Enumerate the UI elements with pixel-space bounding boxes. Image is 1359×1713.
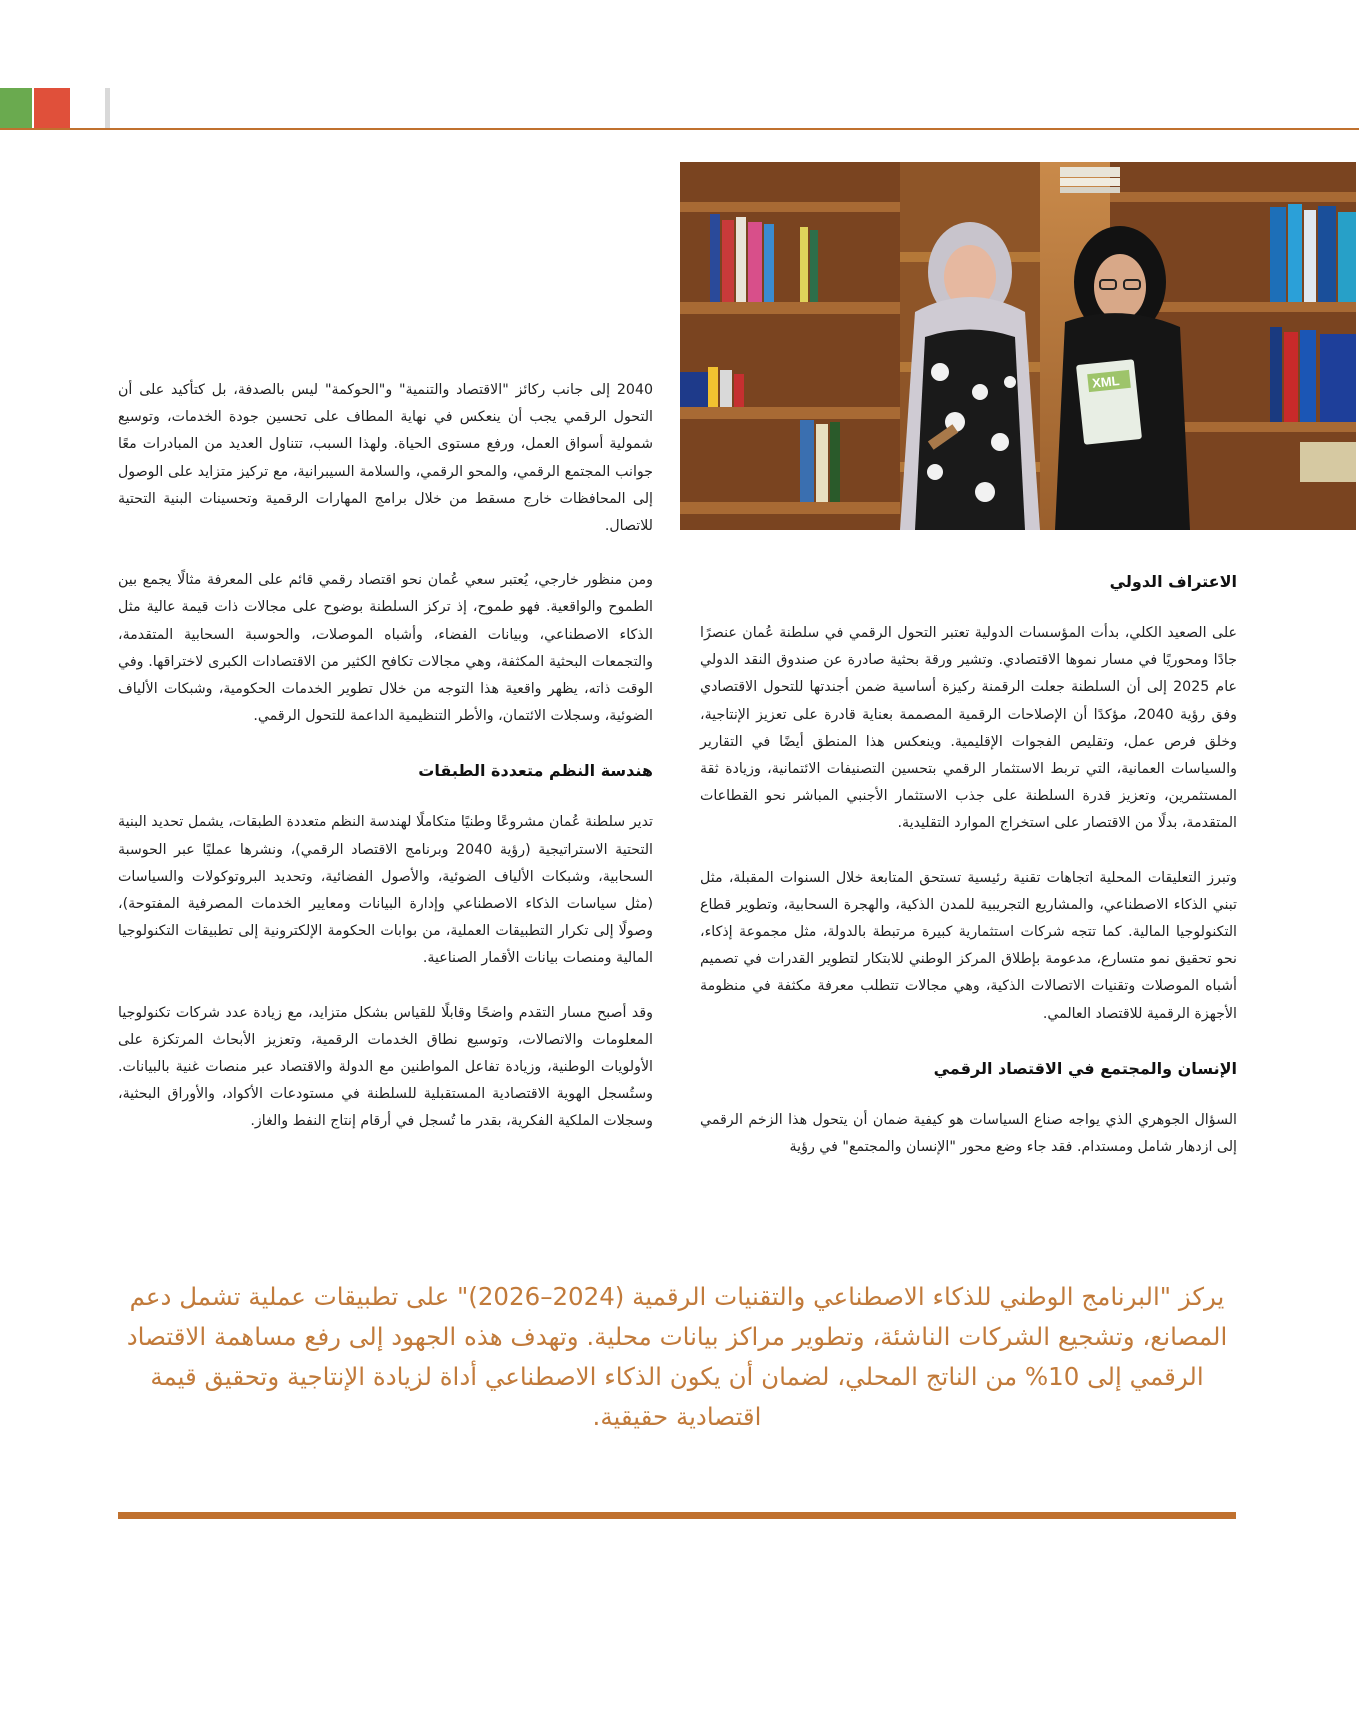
pull-quote: يركز "البرنامج الوطني للذكاء الاصطناعي والتقنيات الرقمية (2024–2026)" على تطبيقات عملية تشمل دعم المصانع، وتشجيع الشركات الناشئة، وتطوير مراكز بيانات محلية. وتهدف هذه الجهود إلى رفع مساهمة الاقتصاد الرقمي إلى 10% من الناتج المحلي، لضمان أن يكون الذكاء الاصطناعي أداة لزيادة الإنتاجية وتحقيق قيمة اقتصادية حقيقية. — [126, 1282, 1228, 1431]
library-photo-illustration — [680, 162, 1356, 530]
right-paragraph-1: على الصعيد الكلي، بدأت المؤسسات الدولية تعتبر التحول الرقمي في سلطنة عُمان عنصرًا جادًا ومحوريًا في مسار نموها الاقتصادي. وتشير ورقة بحثية صادرة عن صندوق النقد الدولي عام 2025 إلى أن السلطنة جعلت الرقمنة ركيزة أساسية ضمن أجندتها للتحول الاقتصادي وفق رؤية 2040، مؤكدًا أن الإصلاحات الرقمية المصممة بعناية قادرة على تعزيز الإنتاجية، وخلق فرص عمل، وتقليص الفجوات الإقليمية. وينعكس هذا المنطق أيضًا في التقارير والسياسات العمانية، التي تربط الاستثمار الرقمي بتحسين التصنيفات الائتمانية، وزيادة ثقة المستثمرين، وتعزيز قدرة السلطنة على جذب الاستثمار الأجنبي المباشر نحو القطاعات المتقدمة، بدلًا من الاقتصار على استخراج الموارد التقليدية. — [700, 625, 1238, 832]
section-heading-human-society: الإنسان والمجتمع في الاقتصاد الرقمي — [933, 1058, 1237, 1078]
right-paragraph-2: وتبرز التعليقات المحلية اتجاهات تقنية رئيسية تستحق المتابعة خلال السنوات المقبلة، مثل تبني الذكاء الاصطناعي، والمشاريع التجريبية للمدن الذكية، والهجرة السحابية، وتطوير قطاع التكنولوجيا المالية. كما تتجه شركات استثمارية كبيرة مرتبطة بالدولة، مثل مجموعة إذكاء، نحو تحقيق نمو متسارع، مدعومة بإطلاق المركز الوطني للابتكار لتطوير القدرات في تصميم أشباه الموصلات وتقنيات الاتصالات الذكية، وهي مجالات تتطلب معرفة مكثفة في منظومة الأجهزة الرقمية للاقتصاد العالمي. — [700, 869, 1237, 1022]
top-red-block — [34, 88, 70, 128]
top-green-block — [0, 88, 32, 128]
top-divider-tick — [105, 88, 110, 128]
left-paragraph-3: تدير سلطنة عُمان مشروعًا وطنيًا متكاملًا لهندسة النظم متعددة الطبقات، يشمل تحديد البنية التحتية الاستراتيجية (رؤية 2040 وبرنامج الاقتصاد الرقمي)، ونشرها عمليًا عبر الحوسبة السحابية، وشبكات الألياف الضوئية، والأصول الفضائية، وتحديد البروتوكولات والسياسات (مثل سياسات الذكاء الاصطناعي وإدارة البيانات ومعايير الخدمات المصرفية المفتوحة)، وصولًا إلى تكرار التطبيقات العملية، من بوابات الحكومة الإلكترونية إلى تطبيقات التكنولوجيا المالية ومنصات بيانات الأقمار الصناعية. — [118, 814, 653, 967]
photo-book-label: XML — [1091, 372, 1121, 391]
section-heading-multilayer-systems: هندسة النظم متعددة الطبقات — [418, 761, 653, 781]
left-paragraph-2: ومن منظور خارجي، يُعتبر سعي عُمان نحو اقتصاد رقمي قائم على المعرفة مثالًا يجمع بين الطموح والواقعية. فهو طموح، إذ تركز السلطنة بوضوح على مجالات ذات قيمة عالية مثل الذكاء الاصطناعي، وبيانات الفضاء، وأشباه الموصلات، والحوسبة السحابية المتقدمة، والتجمعات البحثية المكثفة، وهي مجالات تكافح الكثير من الاقتصادات الكبرى لاختراقها. وفي الوقت ذاته، يظهر واقعية هذا التوجه من خلال تطوير الخدمات الحكومية، وشبكات الألياف الضوئية، وسجلات الائتمان، والأطر التنظيمية الداعمة للتحول الرقمي. — [118, 572, 653, 725]
top-header-rule — [0, 128, 1359, 130]
right-paragraph-3: السؤال الجوهري الذي يواجه صناع السياسات هو كيفية ضمان أن يتحول هذا الزخم الرقمي إلى ازدهار شامل ومستدام. فقد جاء وضع محور "الإنسان والمجتمع" في رؤية — [700, 1111, 1237, 1156]
left-text-column — [118, 377, 653, 1163]
right-text-column — [700, 568, 1237, 1188]
library-students-photo — [680, 162, 1356, 530]
bottom-accent-rule — [118, 1512, 1236, 1519]
left-paragraph-4: وقد أصبح مسار التقدم واضحًا وقابلًا للقياس بشكل متزايد، مع زيادة عدد شركات تكنولوجيا المعلومات والاتصالات، وتوسيع نطاق الخدمات الرقمية، وتعزيز الأبحاث المرتكزة على الأولويات الوطنية، وزيادة تفاعل المواطنين مع الدولة والاقتصاد عبر منصات غنية بالبيانات. وستُسجل الهوية الاقتصادية المستقبلية للسلطنة في مستودعات الأكواد، والأوراق البحثية، وسجلات الملكية الفكرية، بقدر ما تُسجل في أرقام إنتاج النفط والغاز. — [118, 1004, 653, 1130]
left-paragraph-1: 2040 إلى جانب ركائز "الاقتصاد والتنمية" و"الحوكمة" ليس بالصدفة، بل كتأكيد على أن التحول الرقمي يجب أن ينعكس في نهاية المطاف على تحسين جودة الخدمات، وتوسيع شمولية أسواق العمل، ورفع مستوى الحياة. ولهذا السبب، تتناول العديد من المبادرات معًا جوانب المجتمع الرقمي، والمحو الرقمي، والسلامة السيبرانية، مع تركيز متزايد على الوصول إلى المحافظات خارج مسقط من خلال برامج المهارات الرقمية وتحسينات البنية التحتية للاتصال. — [118, 382, 653, 535]
section-heading-international-recognition: الاعتراف الدولي — [1109, 572, 1237, 591]
